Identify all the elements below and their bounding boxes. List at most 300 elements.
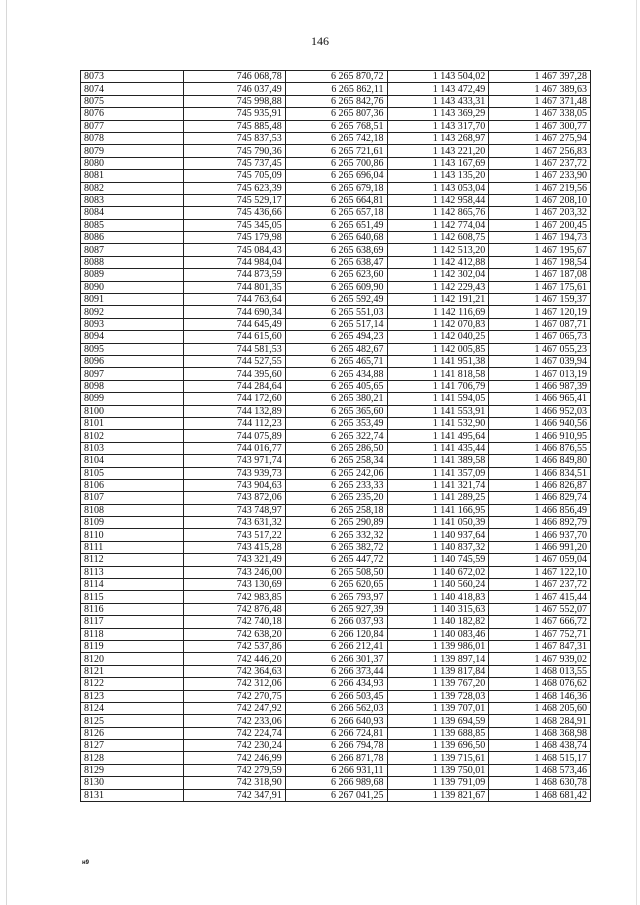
cell-y-coordinate: 6 265 380,21 [285,393,387,405]
cell-point-id: 8086 [81,232,184,244]
cell-y2-coordinate: 1 467 300,77 [489,120,591,132]
cell-y2-coordinate: 1 468 573,46 [489,764,591,776]
cell-x2-coordinate: 1 142 513,20 [387,244,489,256]
cell-y-coordinate: 6 266 794,78 [285,740,387,752]
cell-x2-coordinate: 1 142 958,44 [387,194,489,206]
cell-x-coordinate: 744 645,49 [184,318,286,330]
table-row [81,554,591,566]
cell-y2-coordinate: 1 468 013,55 [489,665,591,677]
cell-y-coordinate: 6 265 657,18 [285,207,387,219]
cell-x-coordinate: 742 537,86 [184,640,286,652]
table-row [81,83,591,95]
cell-y-coordinate: 6 266 434,93 [285,678,387,690]
cell-x2-coordinate: 1 141 706,79 [387,380,489,392]
cell-point-id: 8122 [81,678,184,690]
cell-y2-coordinate: 1 467 233,90 [489,170,591,182]
cell-y-coordinate: 6 265 842,76 [285,95,387,107]
cell-point-id: 8092 [81,306,184,318]
cell-x2-coordinate: 1 141 532,90 [387,417,489,429]
cell-x2-coordinate: 1 142 005,85 [387,343,489,355]
cell-y-coordinate: 6 266 562,03 [285,702,387,714]
cell-x-coordinate: 745 345,05 [184,219,286,231]
cell-y-coordinate: 6 265 679,18 [285,182,387,194]
cell-x-coordinate: 745 885,48 [184,120,286,132]
cell-y-coordinate: 6 265 721,61 [285,145,387,157]
cell-y-coordinate: 6 265 434,88 [285,368,387,380]
cell-point-id: 8081 [81,170,184,182]
table-row [81,640,591,652]
cell-x2-coordinate: 1 141 357,09 [387,467,489,479]
cell-x-coordinate: 743 246,00 [184,566,286,578]
cell-y-coordinate: 6 265 517,14 [285,318,387,330]
cell-x-coordinate: 744 801,35 [184,281,286,293]
cell-x-coordinate: 745 529,17 [184,194,286,206]
cell-x-coordinate: 746 037,49 [184,83,286,95]
cell-x-coordinate: 744 984,04 [184,256,286,268]
cell-x-coordinate: 742 638,20 [184,628,286,640]
cell-y-coordinate: 6 265 807,36 [285,108,387,120]
cell-x2-coordinate: 1 141 818,58 [387,368,489,380]
cell-point-id: 8127 [81,740,184,752]
cell-point-id: 8105 [81,467,184,479]
cell-point-id: 8101 [81,417,184,429]
cell-y-coordinate: 6 266 931,11 [285,764,387,776]
cell-point-id: 8130 [81,777,184,789]
cell-y2-coordinate: 1 466 952,03 [489,405,591,417]
cell-x2-coordinate: 1 143 221,20 [387,145,489,157]
table-row [81,145,591,157]
cell-point-id: 8103 [81,442,184,454]
cell-point-id: 8125 [81,715,184,727]
cell-point-id: 8094 [81,331,184,343]
cell-point-id: 8095 [81,343,184,355]
cell-x2-coordinate: 1 139 791,09 [387,777,489,789]
cell-y-coordinate: 6 265 286,50 [285,442,387,454]
cell-x2-coordinate: 1 139 897,14 [387,653,489,665]
cell-point-id: 8090 [81,281,184,293]
cell-y-coordinate: 6 265 696,04 [285,170,387,182]
cell-y2-coordinate: 1 467 175,61 [489,281,591,293]
cell-y-coordinate: 6 265 322,74 [285,430,387,442]
cell-y-coordinate: 6 266 373,44 [285,665,387,677]
table-row [81,194,591,206]
cell-y2-coordinate: 1 467 194,73 [489,232,591,244]
cell-x2-coordinate: 1 142 412,88 [387,256,489,268]
cell-x2-coordinate: 1 141 289,25 [387,492,489,504]
cell-y2-coordinate: 1 466 965,41 [489,393,591,405]
coordinates-table [80,70,591,802]
cell-y-coordinate: 6 265 382,72 [285,541,387,553]
scan-edge-left [6,0,7,905]
cell-x2-coordinate: 1 140 418,83 [387,591,489,603]
cell-y2-coordinate: 1 466 856,49 [489,504,591,516]
table-row [81,690,591,702]
cell-x2-coordinate: 1 139 821,67 [387,789,489,801]
table-row [81,678,591,690]
cell-point-id: 8080 [81,157,184,169]
cell-x-coordinate: 744 873,59 [184,269,286,281]
table-row [81,219,591,231]
cell-y2-coordinate: 1 466 829,74 [489,492,591,504]
cell-y-coordinate: 6 265 640,68 [285,232,387,244]
cell-y-coordinate: 6 265 551,03 [285,306,387,318]
cell-point-id: 8109 [81,517,184,529]
cell-x2-coordinate: 1 143 433,31 [387,95,489,107]
cell-x-coordinate: 742 876,48 [184,603,286,615]
cell-x-coordinate: 746 068,78 [184,71,286,83]
cell-y-coordinate: 6 265 233,33 [285,479,387,491]
table-row [81,417,591,429]
cell-point-id: 8120 [81,653,184,665]
cell-x2-coordinate: 1 141 389,58 [387,455,489,467]
cell-y2-coordinate: 1 467 159,37 [489,294,591,306]
cell-x-coordinate: 742 246,99 [184,752,286,764]
cell-y2-coordinate: 1 467 122,10 [489,566,591,578]
cell-point-id: 8079 [81,145,184,157]
cell-y-coordinate: 6 265 793,97 [285,591,387,603]
table-row [81,343,591,355]
cell-y2-coordinate: 1 466 826,87 [489,479,591,491]
cell-y-coordinate: 6 265 465,71 [285,355,387,367]
cell-x-coordinate: 745 935,91 [184,108,286,120]
cell-y2-coordinate: 1 468 630,78 [489,777,591,789]
table-row [81,702,591,714]
cell-y2-coordinate: 1 467 371,48 [489,95,591,107]
cell-x-coordinate: 743 939,73 [184,467,286,479]
cell-y2-coordinate: 1 467 065,73 [489,331,591,343]
cell-point-id: 8126 [81,727,184,739]
cell-x-coordinate: 745 837,53 [184,132,286,144]
table-row [81,665,591,677]
cell-x-coordinate: 743 904,63 [184,479,286,491]
cell-y-coordinate: 6 265 242,06 [285,467,387,479]
table-row [81,603,591,615]
cell-point-id: 8077 [81,120,184,132]
table-row [81,479,591,491]
table-row [81,752,591,764]
cell-y-coordinate: 6 265 592,49 [285,294,387,306]
cell-x2-coordinate: 1 139 694,59 [387,715,489,727]
cell-point-id: 8114 [81,579,184,591]
cell-y-coordinate: 6 265 447,72 [285,554,387,566]
cell-x-coordinate: 744 075,89 [184,430,286,442]
cell-y-coordinate: 6 265 290,89 [285,517,387,529]
cell-point-id: 8107 [81,492,184,504]
cell-y-coordinate: 6 266 301,37 [285,653,387,665]
cell-x2-coordinate: 1 142 774,04 [387,219,489,231]
cell-point-id: 8112 [81,554,184,566]
cell-y2-coordinate: 1 468 146,36 [489,690,591,702]
cell-x-coordinate: 744 527,55 [184,355,286,367]
cell-y-coordinate: 6 265 768,51 [285,120,387,132]
cell-x-coordinate: 742 270,75 [184,690,286,702]
cell-x-coordinate: 743 748,97 [184,504,286,516]
cell-x-coordinate: 743 415,28 [184,541,286,553]
cell-y2-coordinate: 1 468 515,17 [489,752,591,764]
cell-x-coordinate: 744 112,23 [184,417,286,429]
cell-y-coordinate: 6 265 494,23 [285,331,387,343]
cell-y-coordinate: 6 266 989,68 [285,777,387,789]
cell-x2-coordinate: 1 139 696,50 [387,740,489,752]
cell-x-coordinate: 742 312,06 [184,678,286,690]
cell-point-id: 8116 [81,603,184,615]
cell-y-coordinate: 6 265 405,65 [285,380,387,392]
cell-point-id: 8118 [81,628,184,640]
cell-point-id: 8083 [81,194,184,206]
table-row [81,740,591,752]
table-row [81,95,591,107]
table-row [81,566,591,578]
cell-x2-coordinate: 1 140 837,32 [387,541,489,553]
cell-x2-coordinate: 1 140 560,24 [387,579,489,591]
cell-x-coordinate: 744 284,64 [184,380,286,392]
cell-x2-coordinate: 1 140 745,59 [387,554,489,566]
cell-x2-coordinate: 1 141 553,91 [387,405,489,417]
cell-point-id: 8121 [81,665,184,677]
cell-y2-coordinate: 1 467 187,08 [489,269,591,281]
cell-point-id: 8119 [81,640,184,652]
cell-y2-coordinate: 1 467 397,28 [489,71,591,83]
table-row [81,715,591,727]
cell-x2-coordinate: 1 142 865,76 [387,207,489,219]
cell-y-coordinate: 6 265 620,65 [285,579,387,591]
table-row [81,541,591,553]
cell-y-coordinate: 6 265 353,49 [285,417,387,429]
table-row [81,430,591,442]
cell-y2-coordinate: 1 467 039,94 [489,355,591,367]
table-row [81,764,591,776]
table-row [81,504,591,516]
table-row [81,380,591,392]
cell-x-coordinate: 742 224,74 [184,727,286,739]
cell-y-coordinate: 6 265 700,86 [285,157,387,169]
cell-x2-coordinate: 1 139 728,03 [387,690,489,702]
cell-y-coordinate: 6 265 651,49 [285,219,387,231]
table-row [81,368,591,380]
table-row [81,306,591,318]
cell-x-coordinate: 742 233,06 [184,715,286,727]
cell-x2-coordinate: 1 140 083,46 [387,628,489,640]
cell-point-id: 8128 [81,752,184,764]
cell-x-coordinate: 742 318,90 [184,777,286,789]
cell-y2-coordinate: 1 467 939,02 [489,653,591,665]
cell-point-id: 8098 [81,380,184,392]
cell-y2-coordinate: 1 466 910,95 [489,430,591,442]
cell-x2-coordinate: 1 143 268,97 [387,132,489,144]
cell-y2-coordinate: 1 467 666,72 [489,616,591,628]
cell-y-coordinate: 6 266 724,81 [285,727,387,739]
scan-edge-right [636,0,637,905]
cell-y2-coordinate: 1 468 681,42 [489,789,591,801]
cell-point-id: 8091 [81,294,184,306]
cell-y2-coordinate: 1 467 120,19 [489,306,591,318]
table-row [81,616,591,628]
table-row [81,405,591,417]
coordinates-table-body [81,71,591,802]
cell-x2-coordinate: 1 142 302,04 [387,269,489,281]
cell-y-coordinate: 6 265 482,67 [285,343,387,355]
cell-y-coordinate: 6 265 927,39 [285,603,387,615]
cell-point-id: 8078 [81,132,184,144]
cell-x-coordinate: 745 623,39 [184,182,286,194]
table-row [81,207,591,219]
cell-x2-coordinate: 1 141 050,39 [387,517,489,529]
cell-x-coordinate: 742 230,24 [184,740,286,752]
cell-x-coordinate: 745 998,88 [184,95,286,107]
cell-y2-coordinate: 1 467 752,71 [489,628,591,640]
cell-point-id: 8075 [81,95,184,107]
cell-x2-coordinate: 1 143 472,49 [387,83,489,95]
cell-x2-coordinate: 1 139 707,01 [387,702,489,714]
cell-point-id: 8089 [81,269,184,281]
table-row [81,442,591,454]
table-row [81,529,591,541]
cell-x-coordinate: 742 279,59 [184,764,286,776]
cell-x-coordinate: 744 763,64 [184,294,286,306]
cell-point-id: 8113 [81,566,184,578]
cell-y2-coordinate: 1 467 338,05 [489,108,591,120]
table-row [81,281,591,293]
cell-x-coordinate: 742 347,91 [184,789,286,801]
cell-y-coordinate: 6 265 258,18 [285,504,387,516]
table-row [81,579,591,591]
cell-y2-coordinate: 1 467 203,32 [489,207,591,219]
table-row [81,789,591,801]
cell-y-coordinate: 6 266 640,93 [285,715,387,727]
cell-x-coordinate: 744 690,34 [184,306,286,318]
cell-y2-coordinate: 1 467 208,10 [489,194,591,206]
cell-x2-coordinate: 1 139 767,20 [387,678,489,690]
cell-point-id: 8085 [81,219,184,231]
cell-y2-coordinate: 1 467 847,31 [489,640,591,652]
cell-x2-coordinate: 1 143 504,02 [387,71,489,83]
cell-y2-coordinate: 1 466 892,79 [489,517,591,529]
cell-x2-coordinate: 1 142 070,83 [387,318,489,330]
cell-y2-coordinate: 1 467 256,83 [489,145,591,157]
cell-x2-coordinate: 1 139 750,01 [387,764,489,776]
cell-point-id: 8129 [81,764,184,776]
table-row [81,244,591,256]
cell-x2-coordinate: 1 143 167,69 [387,157,489,169]
cell-y-coordinate: 6 265 332,32 [285,529,387,541]
cell-y2-coordinate: 1 466 991,20 [489,541,591,553]
cell-x-coordinate: 744 016,77 [184,442,286,454]
table-row [81,71,591,83]
table-row [81,393,591,405]
table-row [81,256,591,268]
cell-x2-coordinate: 1 142 040,25 [387,331,489,343]
cell-y2-coordinate: 1 467 200,45 [489,219,591,231]
cell-y-coordinate: 6 265 365,60 [285,405,387,417]
cell-y-coordinate: 6 265 638,47 [285,256,387,268]
cell-x-coordinate: 742 983,85 [184,591,286,603]
table-row [81,294,591,306]
page-number: 146 [311,34,329,48]
cell-x-coordinate: 743 130,69 [184,579,286,591]
cell-x2-coordinate: 1 141 594,05 [387,393,489,405]
cell-y-coordinate: 6 265 870,72 [285,71,387,83]
cell-x2-coordinate: 1 142 229,43 [387,281,489,293]
cell-x2-coordinate: 1 142 116,69 [387,306,489,318]
table-row [81,355,591,367]
table-row [81,132,591,144]
cell-point-id: 8074 [81,83,184,95]
cell-point-id: 8073 [81,71,184,83]
cell-point-id: 8076 [81,108,184,120]
cell-point-id: 8108 [81,504,184,516]
cell-x2-coordinate: 1 142 608,75 [387,232,489,244]
cell-y-coordinate: 6 267 041,25 [285,789,387,801]
cell-x2-coordinate: 1 139 715,61 [387,752,489,764]
table-row [81,170,591,182]
cell-y2-coordinate: 1 468 205,60 [489,702,591,714]
cell-y2-coordinate: 1 467 275,94 [489,132,591,144]
cell-y2-coordinate: 1 467 198,54 [489,256,591,268]
table-row [81,269,591,281]
cell-point-id: 8102 [81,430,184,442]
cell-y2-coordinate: 1 468 284,91 [489,715,591,727]
table-row [81,517,591,529]
cell-x-coordinate: 742 364,63 [184,665,286,677]
cell-point-id: 8097 [81,368,184,380]
cell-x-coordinate: 743 321,49 [184,554,286,566]
cell-x2-coordinate: 1 141 495,64 [387,430,489,442]
cell-y2-coordinate: 1 466 937,70 [489,529,591,541]
cell-y2-coordinate: 1 467 389,63 [489,83,591,95]
cell-x-coordinate: 745 436,66 [184,207,286,219]
cell-y-coordinate: 6 266 120,84 [285,628,387,640]
table-row [81,455,591,467]
cell-x-coordinate: 743 971,74 [184,455,286,467]
cell-x-coordinate: 744 581,53 [184,343,286,355]
cell-y2-coordinate: 1 466 834,51 [489,467,591,479]
cell-x-coordinate: 742 247,92 [184,702,286,714]
cell-y2-coordinate: 1 467 195,67 [489,244,591,256]
cell-x-coordinate: 742 740,18 [184,616,286,628]
table-row [81,777,591,789]
cell-x2-coordinate: 1 140 315,63 [387,603,489,615]
cell-y2-coordinate: 1 467 237,72 [489,579,591,591]
cell-x-coordinate: 745 737,45 [184,157,286,169]
table-row [81,467,591,479]
cell-point-id: 8093 [81,318,184,330]
cell-point-id: 8096 [81,355,184,367]
cell-x2-coordinate: 1 140 937,64 [387,529,489,541]
cell-y-coordinate: 6 265 862,11 [285,83,387,95]
table-row [81,120,591,132]
table-row [81,232,591,244]
cell-y2-coordinate: 1 467 219,56 [489,182,591,194]
cell-y2-coordinate: 1 467 013,19 [489,368,591,380]
cell-y2-coordinate: 1 466 876,55 [489,442,591,454]
table-row [81,331,591,343]
cell-x2-coordinate: 1 143 135,20 [387,170,489,182]
cell-y-coordinate: 6 265 664,81 [285,194,387,206]
table-row [81,653,591,665]
cell-x-coordinate: 743 517,22 [184,529,286,541]
cell-y-coordinate: 6 266 212,41 [285,640,387,652]
cell-y2-coordinate: 1 467 087,71 [489,318,591,330]
cell-x-coordinate: 743 872,06 [184,492,286,504]
cell-point-id: 8087 [81,244,184,256]
cell-y-coordinate: 6 266 503,45 [285,690,387,702]
cell-point-id: 8088 [81,256,184,268]
cell-point-id: 8084 [81,207,184,219]
cell-y2-coordinate: 1 466 987,39 [489,380,591,392]
cell-y2-coordinate: 1 466 849,80 [489,455,591,467]
cell-x2-coordinate: 1 140 672,02 [387,566,489,578]
cell-y2-coordinate: 1 468 438,74 [489,740,591,752]
